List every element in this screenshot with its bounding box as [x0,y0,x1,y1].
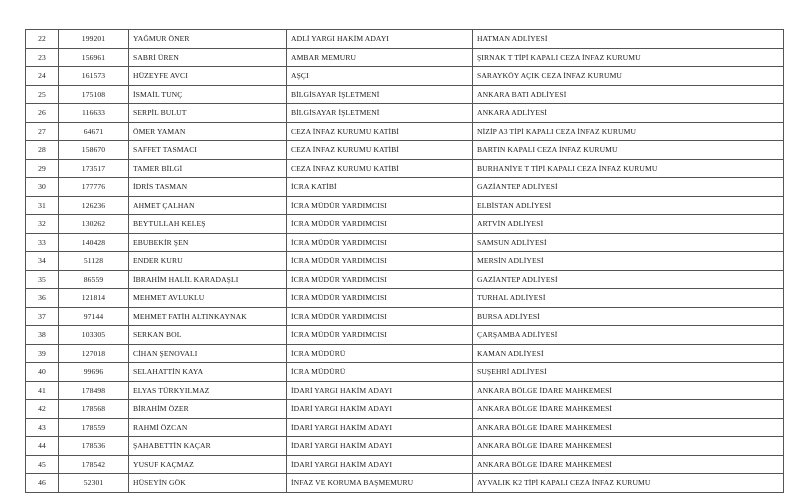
table-row [26,104,784,123]
table-row [26,418,784,437]
full-name-cell: MEHMET AVLUKLU [129,289,287,308]
table-row [26,270,784,289]
full-name-cell: SAFFET TASMACI [129,141,287,160]
row-number-cell: 23 [26,48,59,67]
assignment-place-cell: SAMSUN ADLİYESİ [473,233,784,252]
row-number-cell: 40 [26,363,59,382]
table-row [26,122,784,141]
personnel-table [25,29,784,493]
assignment-place-cell: HATMAN ADLİYESİ [473,30,784,49]
registry-number-cell: 97144 [59,307,129,326]
full-name-cell: YUSUF KAÇMAZ [129,455,287,474]
row-number-cell: 38 [26,326,59,345]
registry-number-cell: 178542 [59,455,129,474]
position-title-cell: İDARİ YARGI HAKİM ADAYI [287,381,473,400]
registry-number-cell: 199201 [59,30,129,49]
position-title-cell: İDARİ YARGI HAKİM ADAYI [287,455,473,474]
table-row [26,381,784,400]
assignment-place-cell: BURSA ADLİYESİ [473,307,784,326]
row-number-cell: 33 [26,233,59,252]
registry-number-cell: 99696 [59,363,129,382]
table-row [26,48,784,67]
assignment-place-cell: SUŞEHRİ ADLİYESİ [473,363,784,382]
row-number-cell: 28 [26,141,59,160]
table-row [26,85,784,104]
registry-number-cell: 116633 [59,104,129,123]
position-title-cell: İCRA MÜDÜR YARDIMCISI [287,215,473,234]
row-number-cell: 43 [26,418,59,437]
assignment-place-cell: ARTVİN ADLİYESİ [473,215,784,234]
table-row [26,141,784,160]
table-body [26,30,784,493]
position-title-cell: İDARİ YARGI HAKİM ADAYI [287,437,473,456]
table-row [26,437,784,456]
position-title-cell: İCRA MÜDÜR YARDIMCISI [287,233,473,252]
assignment-place-cell: ÇARŞAMBA ADLİYESİ [473,326,784,345]
registry-number-cell: 121814 [59,289,129,308]
table-row [26,307,784,326]
position-title-cell: İDARİ YARGI HAKİM ADAYI [287,400,473,419]
table-row [26,474,784,493]
full-name-cell: ENDER KURU [129,252,287,271]
row-number-cell: 25 [26,85,59,104]
position-title-cell: İDARİ YARGI HAKİM ADAYI [287,418,473,437]
position-title-cell: İCRA MÜDÜR YARDIMCISI [287,270,473,289]
assignment-place-cell: ANKARA BÖLGE İDARE MAHKEMESİ [473,400,784,419]
registry-number-cell: 52301 [59,474,129,493]
position-title-cell: AMBAR MEMURU [287,48,473,67]
assignment-place-cell: SARAYKÖY AÇIK CEZA İNFAZ KURUMU [473,67,784,86]
position-title-cell: İCRA MÜDÜR YARDIMCISI [287,252,473,271]
full-name-cell: MEHMET FATİH ALTINKAYNAK [129,307,287,326]
full-name-cell: SERPİL BULUT [129,104,287,123]
registry-number-cell: 156961 [59,48,129,67]
full-name-cell: ŞAHABETTİN KAÇAR [129,437,287,456]
position-title-cell: İCRA MÜDÜR YARDIMCISI [287,326,473,345]
assignment-place-cell: NİZİP A3 TİPİ KAPALI CEZA İNFAZ KURUMU [473,122,784,141]
registry-number-cell: 127018 [59,344,129,363]
assignment-place-cell: BARTIN KAPALI CEZA İNFAZ KURUMU [473,141,784,160]
position-title-cell: CEZA İNFAZ KURUMU KATİBİ [287,122,473,141]
table-row [26,178,784,197]
position-title-cell: AŞÇI [287,67,473,86]
table-row [26,289,784,308]
assignment-place-cell: GAZİANTEP ADLİYESİ [473,178,784,197]
row-number-cell: 45 [26,455,59,474]
assignment-place-cell: ANKARA BATI ADLİYESİ [473,85,784,104]
full-name-cell: TAMER BİLGİ [129,159,287,178]
row-number-cell: 22 [26,30,59,49]
full-name-cell: İBRAHİM HALİL KARADAŞLI [129,270,287,289]
assignment-place-cell: KAMAN ADLİYESİ [473,344,784,363]
position-title-cell: İCRA KATİBİ [287,178,473,197]
registry-number-cell: 130262 [59,215,129,234]
registry-number-cell: 158670 [59,141,129,160]
registry-number-cell: 175108 [59,85,129,104]
full-name-cell: SELAHATTİN KAYA [129,363,287,382]
full-name-cell: SABRİ ÜREN [129,48,287,67]
full-name-cell: HÜSEYİN GÖK [129,474,287,493]
full-name-cell: CİHAN ŞENOVALI [129,344,287,363]
registry-number-cell: 178568 [59,400,129,419]
assignment-place-cell: ŞIRNAK T TİPİ KAPALI CEZA İNFAZ KURUMU [473,48,784,67]
table-row [26,326,784,345]
registry-number-cell: 178536 [59,437,129,456]
registry-number-cell: 178498 [59,381,129,400]
registry-number-cell: 178559 [59,418,129,437]
registry-number-cell: 103305 [59,326,129,345]
table-row [26,363,784,382]
assignment-place-cell: ANKARA BÖLGE İDARE MAHKEMESİ [473,418,784,437]
full-name-cell: ÖMER YAMAN [129,122,287,141]
full-name-cell: BİRAHİM ÖZER [129,400,287,419]
assignment-place-cell: ELBİSTAN ADLİYESİ [473,196,784,215]
assignment-place-cell: GAZİANTEP ADLİYESİ [473,270,784,289]
full-name-cell: HÜZEYFE AVCI [129,67,287,86]
registry-number-cell: 173517 [59,159,129,178]
position-title-cell: BİLGİSAYAR İŞLETMENİ [287,85,473,104]
position-title-cell: İCRA MÜDÜRÜ [287,363,473,382]
position-title-cell: İCRA MÜDÜR YARDIMCISI [287,196,473,215]
registry-number-cell: 126236 [59,196,129,215]
full-name-cell: YAĞMUR ÖNER [129,30,287,49]
row-number-cell: 30 [26,178,59,197]
row-number-cell: 27 [26,122,59,141]
row-number-cell: 26 [26,104,59,123]
position-title-cell: İCRA MÜDÜRÜ [287,344,473,363]
registry-number-cell: 177776 [59,178,129,197]
row-number-cell: 37 [26,307,59,326]
position-title-cell: CEZA İNFAZ KURUMU KATİBİ [287,141,473,160]
registry-number-cell: 64671 [59,122,129,141]
row-number-cell: 41 [26,381,59,400]
row-number-cell: 29 [26,159,59,178]
position-title-cell: İNFAZ VE KORUMA BAŞMEMURU [287,474,473,493]
table-row [26,344,784,363]
table-row [26,196,784,215]
table-row [26,252,784,271]
assignment-place-cell: ANKARA ADLİYESİ [473,104,784,123]
full-name-cell: İDRİS TASMAN [129,178,287,197]
row-number-cell: 31 [26,196,59,215]
row-number-cell: 42 [26,400,59,419]
row-number-cell: 34 [26,252,59,271]
assignment-place-cell: ANKARA BÖLGE İDARE MAHKEMESİ [473,381,784,400]
full-name-cell: ELYAS TÜRKYILMAZ [129,381,287,400]
full-name-cell: AHMET ÇALHAN [129,196,287,215]
row-number-cell: 32 [26,215,59,234]
position-title-cell: ADLİ YARGI HAKİM ADAYI [287,30,473,49]
row-number-cell: 35 [26,270,59,289]
position-title-cell: İCRA MÜDÜR YARDIMCISI [287,307,473,326]
full-name-cell: BEYTULLAH KELEŞ [129,215,287,234]
assignment-place-cell: ANKARA BÖLGE İDARE MAHKEMESİ [473,455,784,474]
assignment-place-cell: ANKARA BÖLGE İDARE MAHKEMESİ [473,437,784,456]
row-number-cell: 24 [26,67,59,86]
position-title-cell: BİLGİSAYAR İŞLETMENİ [287,104,473,123]
row-number-cell: 44 [26,437,59,456]
table-row [26,455,784,474]
assignment-place-cell: AYVALIK K2 TİPİ KAPALI CEZA İNFAZ KURUMU [473,474,784,493]
row-number-cell: 36 [26,289,59,308]
full-name-cell: RAHMİ ÖZCAN [129,418,287,437]
full-name-cell: SERKAN BOL [129,326,287,345]
registry-number-cell: 86559 [59,270,129,289]
row-number-cell: 46 [26,474,59,493]
table-row [26,30,784,49]
full-name-cell: İSMAİL TUNÇ [129,85,287,104]
table-row [26,215,784,234]
assignment-place-cell: BURHANİYE T TİPİ KAPALI CEZA İNFAZ KURUMU [473,159,784,178]
row-number-cell: 39 [26,344,59,363]
assignment-place-cell: TURHAL ADLİYESİ [473,289,784,308]
registry-number-cell: 161573 [59,67,129,86]
table-row [26,400,784,419]
full-name-cell: EBUBEKİR ŞEN [129,233,287,252]
assignment-place-cell: MERSİN ADLİYESİ [473,252,784,271]
table-row [26,159,784,178]
table-row [26,233,784,252]
table-row [26,67,784,86]
registry-number-cell: 51128 [59,252,129,271]
position-title-cell: CEZA İNFAZ KURUMU KATİBİ [287,159,473,178]
position-title-cell: İCRA MÜDÜR YARDIMCISI [287,289,473,308]
registry-number-cell: 140428 [59,233,129,252]
